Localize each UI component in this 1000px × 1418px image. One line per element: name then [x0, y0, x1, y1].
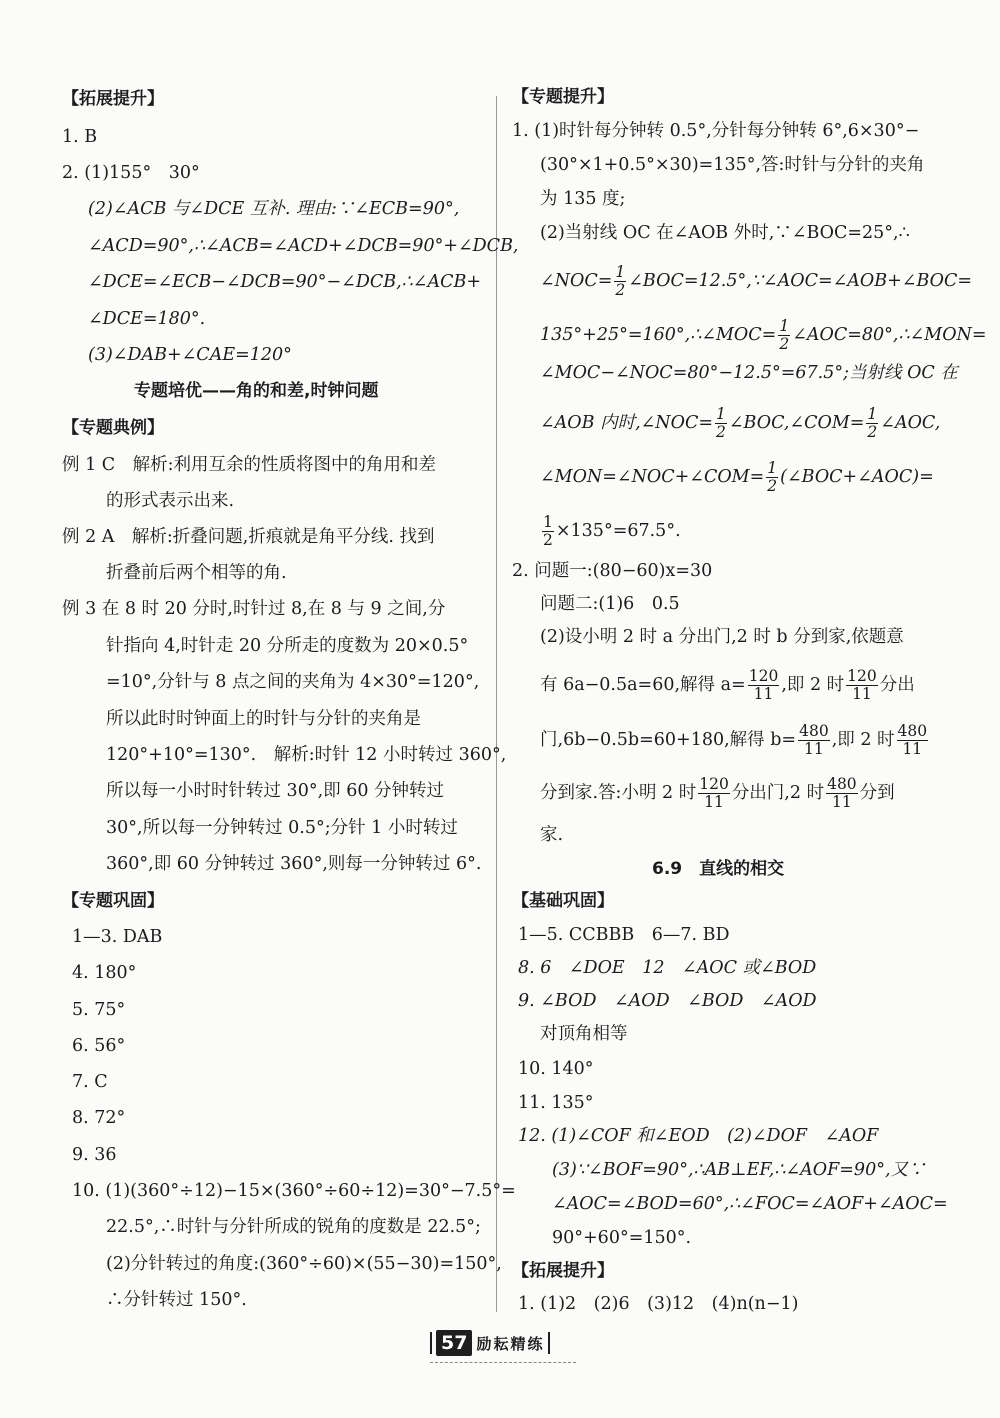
fraction [866, 406, 878, 441]
answer-line: 问题二:(1)6 0.5 [540, 594, 680, 614]
fraction [826, 776, 858, 811]
fraction [897, 723, 929, 758]
footer-bar-left [430, 1332, 432, 1354]
text-segment: 有 6a−0.5a=60,解得 a= [540, 675, 746, 695]
answer-line: ∠MOC−∠NOC=80°−12.5°=67.5°;当射线 OC 在 [540, 363, 958, 383]
answer-line: (3)∠DAB+∠CAE=120° [88, 345, 292, 365]
numerator: 1 [779, 317, 790, 335]
fraction [778, 318, 790, 353]
column-divider [496, 96, 497, 1312]
answer-line: 1—3. DAB [72, 927, 163, 947]
answer-line: 9. ∠BOD ∠AOD ∠BOD ∠AOD [518, 991, 817, 1011]
numerator: 1 [615, 263, 626, 281]
denominator: 11 [804, 740, 824, 758]
formula-line [540, 668, 915, 703]
formula-line [540, 776, 895, 811]
denominator: 2 [867, 423, 878, 441]
answer-line: 家. [540, 825, 564, 845]
footer-bar-right [548, 1332, 550, 1354]
text-segment: (∠BOC+∠AOC)= [780, 467, 934, 487]
example-line: 120°+10°=130°. 解析:时针 12 小时转过 360°, [106, 745, 507, 765]
text-segment: ,即 2 时 [831, 730, 895, 750]
formula-line [540, 723, 930, 758]
answer-line: 2. (1)155° 30° [62, 163, 200, 183]
fraction [614, 264, 626, 299]
fraction [766, 460, 778, 495]
numerator: 480 [827, 775, 857, 793]
answer-line: 1. (1)时针每分钟转 0.5°,分针每分钟转 6°,6×30°− [512, 121, 920, 141]
subsection-title: 6.9 直线的相交 [652, 859, 785, 879]
answer-line: 12. (1)∠COF 和∠EOD (2)∠DOF ∠AOF [518, 1126, 879, 1146]
denominator: 11 [753, 685, 774, 703]
answer-line: 6. 56° [72, 1036, 126, 1056]
text-segment: ∠BOC=12.5°,∵∠AOC=∠AOB+∠BOC= [628, 271, 973, 291]
numerator: 120 [699, 775, 729, 793]
page-footer [430, 1330, 550, 1356]
answer-line: (2)分针转过的角度:(360°÷60)×(55−30)=150°, [106, 1254, 502, 1274]
answer-line: ∴分针转过 150°. [106, 1290, 247, 1310]
formula-line [540, 406, 940, 441]
text-segment: ∠AOC=80°,∴∠MON= [792, 325, 987, 345]
denominator: 11 [852, 685, 872, 703]
answer-line: 10. (1)(360°÷12)−15×(360°÷60÷12)=30°−7.5°= [72, 1181, 516, 1201]
text-segment: ×135°=67.5°. [555, 521, 681, 541]
answer-line: ∠DCE=180°. [88, 309, 206, 329]
answer-line: 8. 6 ∠DOE 12 ∠AOC 或∠BOD [518, 958, 817, 978]
section-heading: 【专题典例】 [62, 418, 164, 438]
example-line: 例 3 在 8 时 20 分时,时针过 8,在 8 与 9 之间,分 [62, 599, 446, 619]
answer-line: (30°×1+0.5°×30)=135°,答:时针与分针的夹角 [540, 155, 925, 175]
text-segment: ∠NOC= [540, 271, 613, 291]
denominator: 2 [716, 423, 726, 441]
example-line: =10°,分针与 8 点之间的夹角为 4×30°=120°, [106, 672, 480, 692]
numerator: 1 [716, 405, 726, 423]
formula-line [540, 318, 987, 353]
answer-line: 10. 140° [518, 1059, 594, 1079]
answer-line: (3)∵∠BOF=90°,∴AB⊥EF,∴∠AOF=90°,又∵ [552, 1160, 926, 1180]
answer-line: (2)当射线 OC 在∠AOB 外时,∵∠BOC=25°,∴ [540, 223, 910, 243]
brand-logo: 励耘精练 [476, 1334, 545, 1353]
fraction [542, 514, 554, 549]
section-heading: 【基础巩固】 [512, 891, 614, 911]
formula-line [540, 514, 681, 549]
denominator: 2 [615, 281, 626, 299]
text-segment: ∠AOB 内时,∠NOC= [540, 413, 714, 433]
answer-line: 7. C [72, 1072, 108, 1092]
example-line: 所以每一小时时针转过 30°,即 60 分钟转过 [106, 781, 445, 801]
text-segment: ∠MON=∠NOC+∠COM= [540, 467, 765, 487]
denominator: 11 [704, 793, 724, 811]
answer-line: 5. 75° [72, 1000, 126, 1020]
text-segment: 门,6b−0.5b=60+180,解得 b= [540, 730, 797, 750]
example-line: 30°,所以每一分钟转过 0.5°;分针 1 小时转过 [106, 818, 458, 838]
formula-line [540, 264, 972, 299]
answer-line: 9. 36 [72, 1145, 117, 1165]
section-heading: 【拓展提升】 [512, 1261, 614, 1281]
example-line: 360°,即 60 分钟转过 360°,则每一分钟转过 6°. [106, 854, 482, 874]
section-heading: 【拓展提升】 [62, 89, 164, 109]
answer-line: 1. B [62, 127, 98, 147]
text-segment: 135°+25°=160°,∴∠MOC= [540, 325, 777, 345]
fraction [715, 406, 727, 441]
text-segment: ∠BOC,∠COM= [728, 413, 865, 433]
answer-line: 为 135 度; [540, 189, 626, 209]
answer-line: 1—5. CCBBB 6—7. BD [518, 925, 730, 945]
answer-line: (2)设小明 2 时 a 分出门,2 时 b 分到家,依题意 [540, 627, 904, 647]
example-line: 针指向 4,时针走 20 分所走的度数为 20×0.5° [106, 636, 469, 656]
numerator: 1 [867, 405, 878, 423]
numerator: 480 [897, 722, 928, 740]
numerator: 120 [748, 667, 779, 685]
answer-line: ∠AOC=∠BOD=60°,∴∠FOC=∠AOF+∠AOC= [552, 1194, 948, 1214]
denominator: 2 [779, 335, 790, 353]
numerator: 480 [799, 722, 829, 740]
text-segment: 分到 [859, 783, 895, 803]
numerator: 1 [543, 513, 553, 531]
answer-line: 4. 180° [72, 963, 137, 983]
denominator: 2 [543, 531, 553, 549]
footer-dotted-rule [430, 1362, 576, 1363]
text-segment: 分到家.答:小明 2 时 [540, 783, 697, 803]
denominator: 2 [767, 477, 778, 495]
fraction [846, 668, 878, 703]
answer-line: 1. (1)2 (2)6 (3)12 (4)n(n−1) [518, 1294, 799, 1314]
denominator: 11 [832, 793, 852, 811]
answer-line: 11. 135° [518, 1093, 594, 1113]
fraction [798, 723, 830, 758]
denominator: 11 [902, 740, 923, 758]
answer-line: 2. 问题一:(80−60)x=30 [512, 561, 713, 581]
numerator: 120 [847, 667, 877, 685]
answer-line: (2)∠ACB 与∠DCE 互补. 理由:∵∠ECB=90°, [88, 199, 460, 219]
text-segment: ,即 2 时 [781, 675, 845, 695]
example-line: 例 1 C 解析:利用互余的性质将图中的角用和差 [62, 455, 437, 475]
answer-line: 对顶角相等 [540, 1024, 628, 1044]
subsection-title: 专题培优——角的和差,时钟问题 [134, 381, 379, 401]
example-line: 例 2 A 解析:折叠问题,折痕就是角平分线. 找到 [62, 527, 435, 547]
fraction [748, 668, 780, 703]
numerator: 1 [767, 459, 778, 477]
page-number: 57 [436, 1330, 472, 1356]
section-heading: 【专题提升】 [512, 87, 614, 107]
text-segment: 分出门,2 时 [731, 783, 825, 803]
answer-line: 90°+60°=150°. [552, 1228, 692, 1248]
text-segment: ∠AOC, [880, 413, 941, 433]
example-line: 的形式表示出来. [106, 491, 235, 511]
section-heading: 【专题巩固】 [62, 891, 164, 911]
answer-line: ∠DCE=∠ECB−∠DCB=90°−∠DCB,∴∠ACB+ [88, 272, 482, 292]
answer-line: 8. 72° [72, 1108, 126, 1128]
example-line: 所以此时时钟面上的时针与分针的夹角是 [106, 709, 421, 729]
answer-line: 22.5°,∴时针与分针所成的锐角的度数是 22.5°; [106, 1217, 481, 1237]
example-line: 折叠前后两个相等的角. [106, 563, 287, 583]
fraction [698, 776, 730, 811]
answer-line: ∠ACD=90°,∴∠ACB=∠ACD+∠DCB=90°+∠DCB, [88, 236, 519, 256]
text-segment: 分出 [879, 675, 915, 695]
formula-line [540, 460, 934, 495]
